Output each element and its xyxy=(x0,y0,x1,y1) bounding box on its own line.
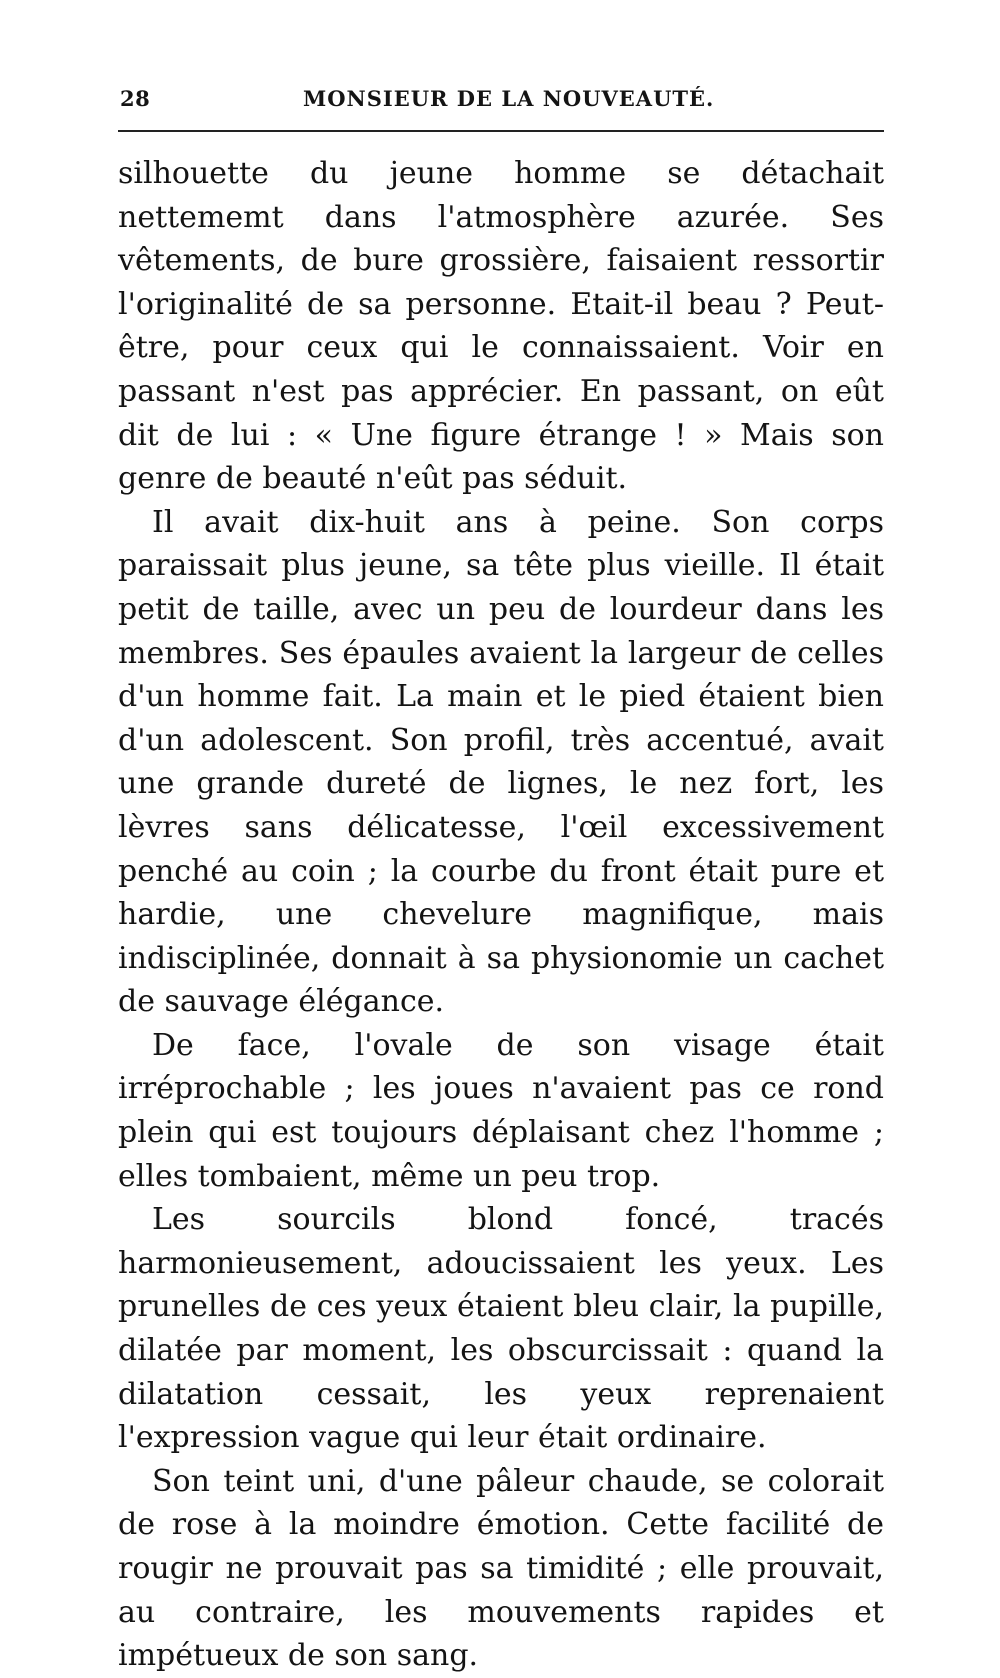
header-rule xyxy=(118,130,884,132)
running-head xyxy=(118,78,886,118)
body-text xyxy=(118,152,884,1678)
paragraph: Son teint uni, d'une pâleur chaude, se colorait de rose à la moindre émotion. Cette facilité de rougir ne prouvait pas sa timidité ; elle prouvait, au contraire, les mouvements rapides et impétueux de son sang. xyxy=(118,1463,884,1674)
paragraph: De face, l'ovale de son visage était irréprochable ; les joues n'avaient pas ce rond plein qui est toujours déplaisant chez l'homme ; elles tombaient, même un peu trop. xyxy=(118,1027,884,1194)
running-title: MONSIEUR DE LA NOUVEAUTÉ. xyxy=(303,86,715,111)
paragraph: Les sourcils blond foncé, tracés harmonieusement, adoucissaient les yeux. Les prunelles de ces yeux étaient bleu clair, la pupille, dilatée par moment, les obscurcissait : quand la dilatation cessait, les yeux reprenaient l'expression vague qui leur était ordinaire. xyxy=(118,1202,884,1456)
book-page xyxy=(118,78,886,1674)
paragraph: Il avait dix-huit ans à peine. Son corps paraissait plus jeune, sa tête plus vieille. Il était petit de taille, avec un peu de lourdeur dans les membres. Ses épaules avaient la largeur de celles d'un homme fait. La main et le pied étaient bien d'un adolescent. Son profil, très accentué, avait une grande dureté de lignes, le nez fort, les lèvres sans délicatesse, l'œil excessivement penché au coin ; la courbe du front était pure et hardie, une chevelure magnifique, mais indisciplinée, donnait à sa physionomie un cachet de sauvage élégance. xyxy=(118,504,884,1020)
paragraph: silhouette du jeune homme se détachait nettememt dans l'atmosphère azurée. Ses vêtements, de bure grossière, faisaient ressortir l'originalité de sa personne. Etait-il beau ? Peut-être, pour ceux qui le connaissaient. Voir en passant n'est pas apprécier. En passant, on eût dit de lui : « Une figure étrange ! » Mais son genre de beauté n'eût pas séduit. xyxy=(118,156,884,497)
page-number: 28 xyxy=(120,86,151,111)
